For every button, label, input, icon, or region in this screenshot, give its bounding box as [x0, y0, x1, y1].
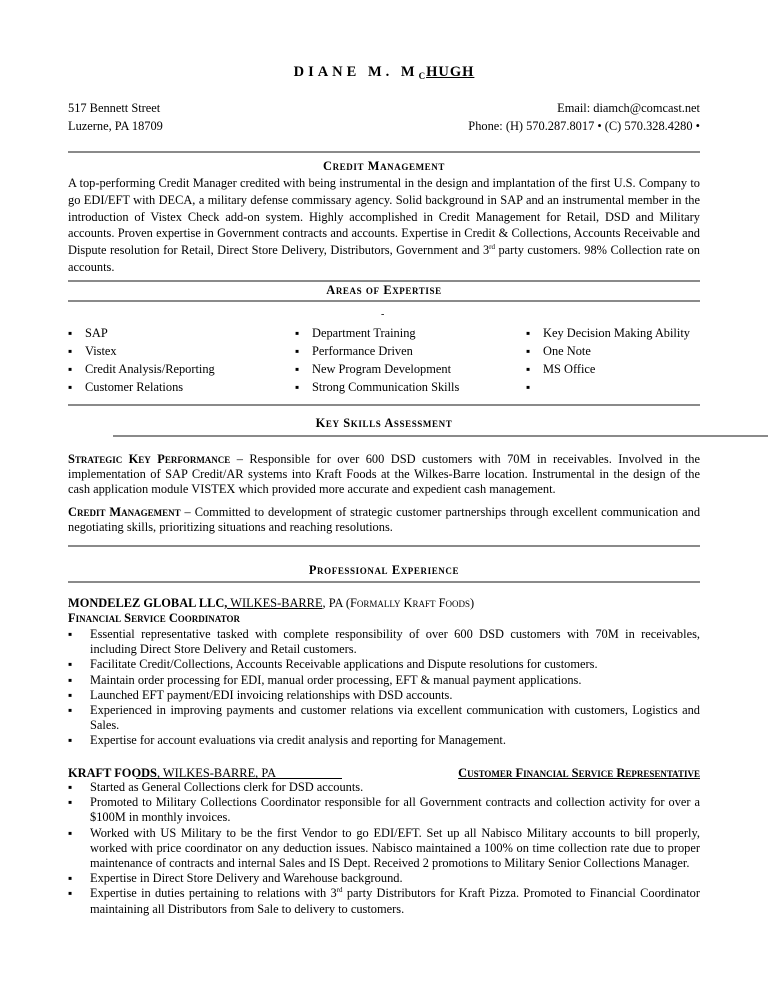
- list-item: ▪ Expertise in duties pertaining to relations with 3rd party Distributors for Kraft Pizza. Promoted to Financial Coordinator maintaining all Distributors from Sale to delivery to customers.: [68, 886, 700, 916]
- section-title-skills: Key Skills Assessment: [315, 416, 453, 430]
- divider: [113, 435, 768, 437]
- expertise-item: ▪ Strong Communication Skills: [295, 378, 459, 396]
- expertise-item: ▪ SAP: [68, 324, 215, 342]
- list-item: ▪ Experienced in improving payments and customer relations via excellent communication with customers, Logistics and Sales.: [68, 703, 700, 733]
- city-address: Luzerne, PA 18709: [68, 119, 163, 133]
- job2-role: Customer Financial Service Representative: [458, 766, 700, 780]
- job1-heading: MONDELEZ GLOBAL LLC, WILKES-BARRE, PA (Formally Kraft Foods): [68, 596, 475, 610]
- job1-bullets: [68, 627, 700, 749]
- expertise-col-1: [68, 324, 215, 396]
- expertise-item: ▪ One Note: [526, 342, 690, 360]
- expertise-item: [526, 378, 690, 396]
- divider: [68, 300, 700, 302]
- list-item: ▪ Launched EFT payment/EDI invoicing relationships with DSD accounts.: [68, 688, 700, 703]
- expertise-col-3: [526, 324, 690, 396]
- expertise-item: ▪ Performance Driven: [295, 342, 459, 360]
- section-title-credit: Credit Management: [323, 159, 445, 173]
- credit-summary: A top-performing Credit Manager credited with being instrumental in the design and implantation of the first U.S. Company to go EDI/EFT with DECA, a military defense commissary agency. Solid background in SAP and an instrumental member in the introduction of Vistex Check add-on system. Highly accomplished in Credit Management for Retail, DSD and Military accounts. Proven expertise in Government contracts and accounts. Expertise in Credit & Collections, Accounts Receivable and Dispute resolution for Retail, Direct Store Delivery, Distributors, Government and 3rd party customers. 98% Collection rate on accounts.: [68, 176, 700, 274]
- skills-paragraph-1: Strategic Key Performance – Responsible for over 600 DSD customers with 70M in receivables. Involved in the implementation of SAP Credit/AR systems into Kraft Foods at the Wilkes-Barre location. Instrumental in the design of the cash application module VISTEX which provided more accurate and expedient cash management.: [68, 452, 700, 497]
- list-item: ▪ Expertise for account evaluations via credit analysis and reporting for Management.: [68, 733, 700, 748]
- divider: [68, 280, 700, 282]
- section-title-expertise: Areas of Expertise: [326, 283, 442, 297]
- divider: [68, 404, 700, 406]
- expertise-item: ▪ MS Office: [526, 360, 690, 378]
- list-item: ▪ Essential representative tasked with complete responsibility of over 600 DSD customers with 70M in receivables, including Direct Store Delivery and Retail customers.: [68, 627, 700, 657]
- contact-row-1: [68, 100, 700, 116]
- dash-mark: -: [381, 309, 385, 320]
- expertise-list: [68, 324, 708, 400]
- email: Email: diamch@comcast.net: [557, 101, 700, 115]
- expertise-item: ▪ New Program Development: [295, 360, 459, 378]
- list-item: ▪ Started as General Collections clerk for DSD accounts.: [68, 780, 700, 795]
- job1-role: Financial Service Coordinator: [68, 611, 240, 625]
- list-item: ▪ Maintain order processing for EDI, manual order processing, EFT & manual payment applications.: [68, 673, 700, 688]
- expertise-item: ▪ Department Training: [295, 324, 459, 342]
- expertise-item: ▪ Vistex: [68, 342, 215, 360]
- contact-row-2: [68, 118, 700, 134]
- expertise-col-2: [295, 324, 459, 396]
- underline: [136, 778, 342, 779]
- section-title-experience: Professional Experience: [308, 563, 460, 577]
- candidate-name: DIANE M. $M_CHUGH$: [293, 64, 475, 81]
- list-item: ▪ Expertise in Direct Store Delivery and Warehouse background.: [68, 871, 700, 886]
- divider: [68, 581, 700, 583]
- street-address: 517 Bennett Street: [68, 101, 161, 115]
- job2-bullets: [68, 780, 700, 917]
- list-item: ▪ Promoted to Military Collections Coordinator responsible for all Government contracts and collection activity for over a $100M in monthly invoices.: [68, 795, 700, 825]
- skills-paragraph-2: Credit Management – Committed to development of strategic customer partnerships through excellent communication and negotiating skills, prioritizing situations and reaching resolutions.: [68, 505, 701, 535]
- divider: [68, 151, 700, 153]
- expertise-item: ▪ Customer Relations: [68, 378, 215, 396]
- expertise-item: ▪ Key Decision Making Ability: [526, 324, 690, 342]
- job2-heading: KRAFT FOODS, WILKES-BARRE, PA Customer Financial Service Representative: [68, 766, 700, 780]
- list-item: ▪ Facilitate Credit/Collections, Accounts Receivable applications and Dispute resolutions for customers.: [68, 657, 700, 672]
- phone: Phone: (H) 570.287.8017 • (C) 570.328.4280 •: [468, 119, 700, 133]
- list-item: ▪ Worked with US Military to be the first Vendor to go EDI/EFT. Set up all Nabisco Military accounts to bill properly, worked with price coordinator on any deduction issues. Nabisco maintained a 100% on time collection rate due to proper maintenance of contracts and internal Sales and IS Dept. Received 2 promotions to Military Senior Collections Manager.: [68, 826, 700, 872]
- expertise-item: ▪ Credit Analysis/Reporting: [68, 360, 215, 378]
- divider: [68, 545, 700, 547]
